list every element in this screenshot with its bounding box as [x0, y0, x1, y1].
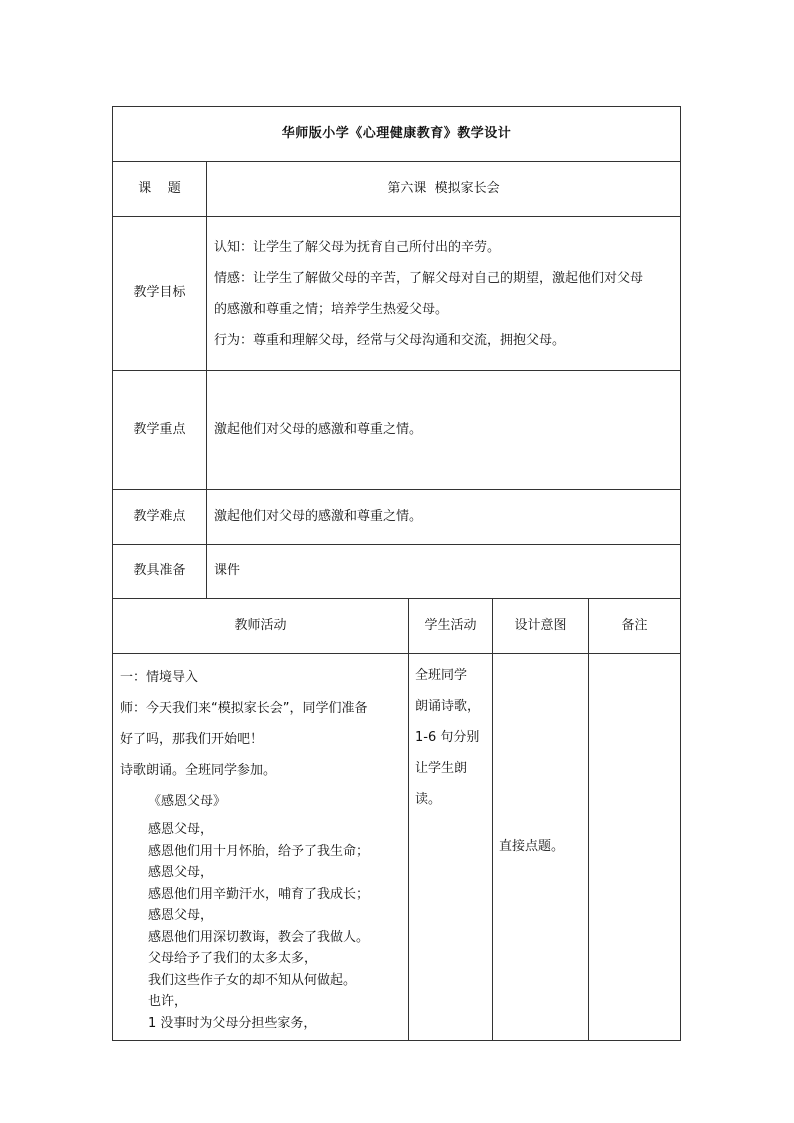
poem-line: 感恩父母， [148, 865, 214, 880]
materials-value: 课件 [207, 545, 681, 599]
goal-emotion: 情感：让学生了解做父母的辛苦，了解父母对自己的期望，激起他们对父母 [214, 270, 644, 286]
teacher-line: 师：今天我们来“模拟家长会”，同学们准备 [120, 701, 368, 716]
lesson-plan-table [112, 106, 681, 1041]
teacher-activity-header: 教师活动 [113, 599, 409, 654]
goal-cognition: 认知：让学生了解父母为抚育自己所付出的辛劳。 [214, 239, 501, 255]
poem-line: 父母给予了我们的太多太多， [148, 951, 318, 966]
student-line: 1-6 句分别 [415, 730, 480, 745]
student-line: 朗诵诗歌， [415, 699, 481, 714]
student-line: 让学生朗 [415, 761, 468, 776]
student-activity-cell [409, 654, 493, 1041]
goal-emotion-cont: 的感激和尊重之情；培养学生热爱父母。 [214, 301, 449, 317]
poem-line: 感恩他们用深切教诲，教会了我做人。 [148, 929, 370, 945]
poem-line: 感恩父母， [148, 822, 214, 837]
difficulty-label: 教学难点 [113, 490, 207, 545]
title-row [113, 107, 681, 162]
goals-row [113, 217, 681, 371]
poem-line: 感恩父母， [148, 908, 214, 923]
section-heading: 一：情境导入 [120, 670, 199, 685]
poem-block [120, 786, 402, 1034]
poem-line: 感恩他们用辛勤汗水，哺育了我成长； [148, 886, 370, 902]
poem-line: 1 没事时为父母分担些家务， [148, 1015, 317, 1031]
document-title: 华师版小学《心理健康教育》教学设计 [113, 107, 681, 162]
design-intent-cell: 直接点题。 [493, 654, 589, 1041]
design-intent-header: 设计意图 [493, 599, 589, 654]
student-line: 全班同学 [415, 668, 468, 683]
materials-row [113, 545, 681, 599]
materials-label: 教具准备 [113, 545, 207, 599]
student-activity-header: 学生活动 [409, 599, 493, 654]
note-cell [589, 654, 681, 1041]
poem-line: 我们这些作子女的却不知从何做起。 [148, 972, 357, 988]
difficulty-value: 激起他们对父母的感激和尊重之情。 [207, 490, 681, 545]
goals-label: 教学目标 [113, 217, 207, 371]
note-header: 备注 [589, 599, 681, 654]
key-point-label: 教学重点 [113, 371, 207, 490]
key-point-row [113, 371, 681, 490]
difficulty-row [113, 490, 681, 545]
poem-line: 感恩他们用十月怀胎，给予了我生命； [148, 843, 370, 859]
activities-header-row [113, 599, 681, 654]
poem-line: 也许， [148, 994, 188, 1009]
teacher-line: 诗歌朗诵。全班同学参加。 [120, 763, 277, 778]
topic-label: 课 题 [113, 162, 207, 217]
key-point-value: 激起他们对父母的感激和尊重之情。 [207, 371, 681, 490]
poem-title: 《感恩父母》 [148, 794, 227, 809]
student-line: 读。 [415, 792, 442, 807]
activities-body-row [113, 654, 681, 1041]
goal-behavior: 行为：尊重和理解父母，经常与父母沟通和交流，拥抱父母。 [214, 332, 566, 348]
teacher-activity-cell [113, 654, 409, 1041]
topic-value: 第六课 模拟家长会 [207, 162, 681, 217]
teacher-line: 好了吗，那我们开始吧！ [120, 732, 264, 747]
goals-content [207, 217, 681, 371]
topic-row [113, 162, 681, 217]
